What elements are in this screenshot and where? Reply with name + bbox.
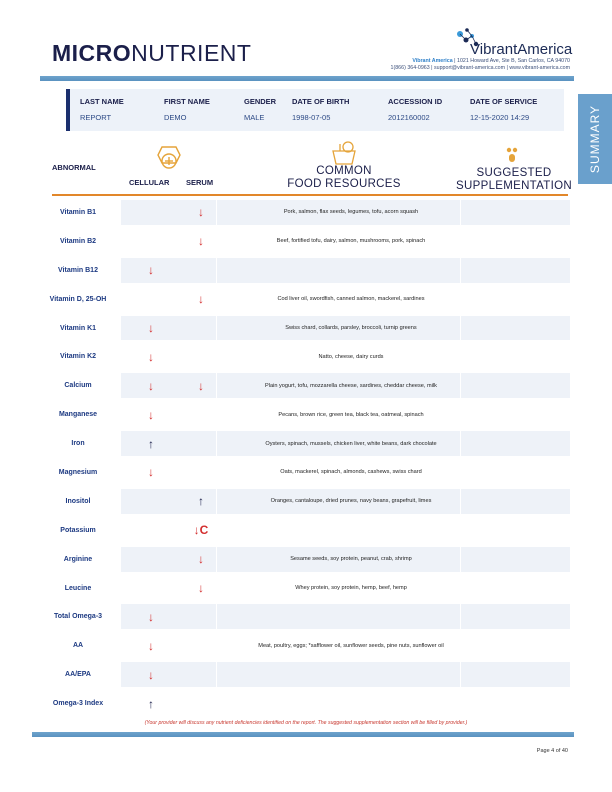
title-bold: MICRO <box>52 40 132 66</box>
nutrient-name: Vitamin B1 <box>59 208 97 216</box>
food-resources-text <box>216 660 486 689</box>
serum-indicator <box>186 198 216 227</box>
serum-indicator <box>186 631 216 660</box>
cellular-arrow-icon: ↑ <box>148 436 154 451</box>
nutrient-name: Manganese <box>58 411 98 419</box>
supp-header-line1: SUGGESTED <box>476 167 552 179</box>
nutrient-name: Arginine <box>63 555 93 563</box>
cellular-arrow-icon: ↓ <box>148 349 154 364</box>
cellular-indicator <box>136 314 166 343</box>
cellular-indicator <box>136 342 166 371</box>
table-row <box>40 314 570 343</box>
top-divider-bar <box>40 76 574 81</box>
table-row <box>40 458 570 487</box>
dob-value: 1998-07-05 <box>292 113 331 122</box>
cellular-indicator <box>136 487 166 516</box>
cellular-arrow-icon: ↓ <box>148 321 154 335</box>
food-resources-text: Beef, fortified tofu, dairy, salmon, mushrooms, pork, spinach <box>276 238 426 245</box>
nutrient-name: Iron <box>71 440 85 448</box>
serum-indicator <box>186 256 216 285</box>
brand-name: VibrantAmerica <box>470 41 573 58</box>
summary-tab-label: SUMMARY <box>588 104 602 174</box>
last-name-value: REPORT <box>80 113 112 122</box>
serum-indicator <box>186 487 216 516</box>
serum-arrow-icon: ↓ <box>198 552 204 567</box>
cellular-arrow-icon: ↓ <box>148 465 154 480</box>
serum-arrow-icon: ↓ <box>198 581 204 596</box>
nutrient-name: Vitamin K2 <box>59 353 97 361</box>
nutrient-name: Vitamin B2 <box>59 237 97 245</box>
supp-header-line2: SUPPLEMENTATION <box>456 180 572 192</box>
cellular-indicator <box>136 285 166 314</box>
cellular-indicator <box>136 516 166 545</box>
serum-indicator <box>186 545 216 574</box>
table-row <box>40 545 570 574</box>
serum-indicator <box>186 458 216 487</box>
header-divider <box>52 194 568 196</box>
serum-arrow-icon: ↓ <box>198 234 204 249</box>
nutrient-name: Potassium <box>60 526 96 534</box>
food-resources-text: Whey protein, soy protein, hemp, beef, hemp <box>295 585 407 592</box>
cellular-header: CELLULAR <box>129 178 170 187</box>
cellular-indicator <box>136 400 166 429</box>
title-light: NUTRIENT <box>131 40 252 66</box>
nutrient-name: Omega-3 Index <box>52 700 104 708</box>
serum-indicator <box>186 516 216 545</box>
cellular-indicator <box>136 660 166 689</box>
serum-indicator <box>186 285 216 314</box>
nutrient-name: Vitamin K1 <box>59 324 97 332</box>
food-resources-text <box>216 516 486 545</box>
food-resources-text: Oysters, spinach, mussels, chicken liver, white beans, dark chocolate <box>265 440 437 447</box>
table-row <box>40 256 570 285</box>
serum-arrow-icon: ↓ <box>198 292 204 307</box>
supplementation-header <box>452 167 576 193</box>
cellular-indicator <box>136 198 166 227</box>
accession-label: ACCESSION ID <box>388 97 443 106</box>
abnormal-header: ABNORMAL <box>52 163 96 172</box>
table-row <box>40 227 570 256</box>
cellular-indicator <box>136 371 166 400</box>
nutrient-name: Calcium <box>64 382 92 390</box>
table-row <box>40 429 570 458</box>
table-row <box>40 660 570 689</box>
serum-indicator <box>186 660 216 689</box>
brand-address <box>391 58 570 72</box>
food-resources-text <box>216 256 486 285</box>
nutrient-name: Magnesium <box>58 468 98 476</box>
serum-indicator <box>186 314 216 343</box>
cellular-arrow-icon: ↓ <box>148 263 154 278</box>
serum-indicator <box>186 400 216 429</box>
serum-header: SERUM <box>186 178 214 187</box>
serum-indicator <box>186 602 216 631</box>
food-header-line2: FOOD RESOURCES <box>287 178 401 190</box>
cellular-indicator <box>136 256 166 285</box>
page-number: Page 4 of 40 <box>536 748 568 754</box>
serum-arrow-icon: ↑ <box>198 494 204 509</box>
food-resources-text: Pecans, brown rice, green tea, black tea, oatmeal, spinach <box>278 411 424 418</box>
cellular-indicator <box>136 574 166 603</box>
first-name-column <box>164 97 210 122</box>
nutrient-name: AA <box>72 642 84 650</box>
patient-info-box <box>66 89 564 131</box>
page-title <box>52 40 251 67</box>
cellular-arrow-icon: ↓ <box>148 407 154 422</box>
nutrient-name: Leucine <box>64 584 92 592</box>
accession-value: 2012160002 <box>388 113 430 122</box>
nutrient-name: Vitamin B12 <box>58 266 98 274</box>
cellular-arrow-icon: ↓ <box>148 378 154 393</box>
table-row <box>40 602 570 631</box>
table-row <box>40 631 570 660</box>
dob-label: DATE OF BIRTH <box>292 97 350 106</box>
cellular-arrow-icon: ↓ <box>148 667 154 682</box>
serum-arrow-icon: ↓ <box>198 378 204 393</box>
food-resources-text: Pork, salmon, flax seeds, legumes, tofu, acorn squash <box>283 209 419 216</box>
cellular-arrow-icon: ↓ <box>148 638 154 653</box>
table-row <box>40 371 570 400</box>
serum-arrow-icon: ↓ <box>198 205 204 220</box>
serum-indicator <box>186 429 216 458</box>
last-name-label: LAST NAME <box>80 97 124 106</box>
food-resources-text: Plain yogurt, tofu, mozzarella cheese, sardines, cheddar cheese, milk <box>265 382 437 389</box>
footnote: (Your provider will discuss any nutrient deficiencies identified on the report. The suggested supplementation section will be filled by provider.) <box>144 720 468 726</box>
cellular-arrow-icon: ↓ <box>148 609 154 624</box>
serum-arrow-icon: ↓C <box>193 523 209 538</box>
serum-indicator <box>186 227 216 256</box>
cellular-indicator <box>136 458 166 487</box>
food-resources-text: Cod liver oil, swordfish, canned salmon, mackerel, sardines <box>277 296 425 303</box>
service-date-label: DATE OF SERVICE <box>470 97 538 106</box>
food-resources-header <box>282 165 406 191</box>
cellular-indicator <box>136 689 166 718</box>
table-row <box>40 516 570 545</box>
food-resources-text: Oats, mackerel, spinach, almonds, cashews, swiss chard <box>280 469 422 476</box>
table-row <box>40 285 570 314</box>
accession-column <box>388 97 442 122</box>
first-name-value: DEMO <box>164 113 187 122</box>
food-resources-text <box>216 602 486 631</box>
service-date-column <box>470 97 537 122</box>
dob-column <box>292 97 349 122</box>
gender-label: GENDER <box>244 97 277 106</box>
cellular-indicator <box>136 227 166 256</box>
serum-indicator <box>186 689 216 718</box>
food-resources-text: Sesame seeds, soy protein, peanut, crab, shrimp <box>290 556 412 563</box>
address-line1: | 1021 Howard Ave, Ste B, San Carlos, CA 94070 <box>454 58 570 64</box>
table-row <box>40 198 570 227</box>
cellular-indicator <box>136 602 166 631</box>
serum-indicator <box>186 574 216 603</box>
address-line2: 1(866) 364-0963 | support@vibrant-america.com | www.vibrant-america.com <box>390 65 570 71</box>
cellular-indicator <box>136 429 166 458</box>
gender-value: MALE <box>244 113 265 122</box>
nutrient-name: AA/EPA <box>65 671 91 679</box>
food-resources-text: Meat, poultry, eggs; *safflower oil, sunflower seeds, pine nuts, sunflower oil <box>258 642 444 649</box>
capsule-icon <box>502 144 522 164</box>
table-row <box>40 574 570 603</box>
table-row <box>40 342 570 371</box>
last-name-column <box>80 97 124 122</box>
address-brand: Vibrant America <box>412 58 453 64</box>
nutrient-name: Vitamin D, 25-OH <box>49 295 107 303</box>
cell-icon <box>152 141 186 175</box>
cellular-arrow-icon: ↑ <box>148 696 154 711</box>
table-row <box>40 689 570 718</box>
cellular-indicator <box>136 545 166 574</box>
nutrient-table <box>40 198 570 718</box>
bottom-divider-bar <box>32 732 574 737</box>
food-resources-text: Natto, cheese, dairy curds <box>318 353 384 360</box>
gender-column <box>244 97 276 122</box>
food-header-line1: COMMON <box>316 165 372 177</box>
food-basket-icon <box>330 140 358 166</box>
table-row <box>40 400 570 429</box>
nutrient-name: Inositol <box>65 497 91 505</box>
food-resources-text: Swiss chard, collards, parsley, broccoli, turnip greens <box>285 325 417 331</box>
food-resources-text <box>216 689 486 718</box>
summary-side-tab[interactable] <box>578 94 612 184</box>
service-date-value: 12-15-2020 14:29 <box>470 113 530 122</box>
food-resources-text: Oranges, cantaloupe, dried prunes, navy beans, grapefruit, limes <box>270 498 432 505</box>
table-row <box>40 487 570 516</box>
cellular-indicator <box>136 631 166 660</box>
first-name-label: FIRST NAME <box>164 97 210 106</box>
serum-indicator <box>186 342 216 371</box>
nutrient-name: Total Omega-3 <box>53 613 103 621</box>
serum-indicator <box>186 371 216 400</box>
